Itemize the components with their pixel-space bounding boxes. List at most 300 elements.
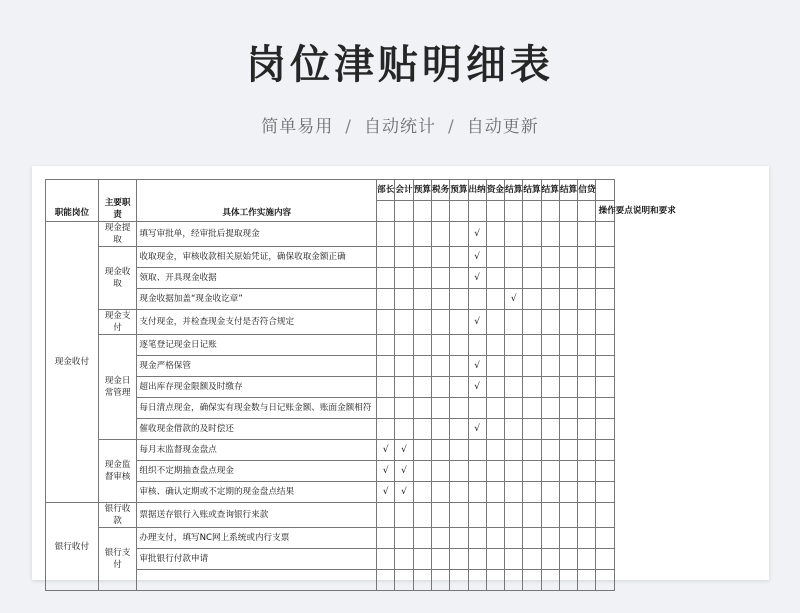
role-cell: [559, 528, 577, 549]
check-mark: √: [468, 356, 486, 377]
role-cell: [431, 356, 449, 377]
role-cell: [431, 222, 449, 247]
role-cell: [578, 482, 596, 503]
role-cell: [486, 528, 504, 549]
notes-cell: [596, 268, 614, 289]
header-blank-cell: [468, 201, 486, 222]
role-cell: [431, 419, 449, 440]
notes-cell: [596, 398, 614, 419]
detail-cell: 支付现金，并检查现金支付是否符合规定: [137, 310, 377, 335]
role-cell: [523, 570, 541, 591]
role-cell: [559, 289, 577, 310]
role-cell: [541, 335, 559, 356]
detail-cell: [137, 570, 377, 591]
col-header-role: 会计: [395, 180, 413, 201]
role-cell: [431, 482, 449, 503]
table-row: [46, 268, 756, 289]
col-header-role: 预算: [450, 180, 468, 201]
role-cell: [505, 377, 523, 398]
role-cell: [468, 549, 486, 570]
role-cell: [413, 528, 431, 549]
role-cell: [505, 356, 523, 377]
role-cell: [559, 461, 577, 482]
role-cell: [541, 419, 559, 440]
role-cell: [413, 222, 431, 247]
check-mark: √: [468, 222, 486, 247]
role-cell: [486, 289, 504, 310]
separator: /: [448, 117, 455, 137]
role-cell: [559, 310, 577, 335]
role-cell: [523, 356, 541, 377]
role-cell: [413, 570, 431, 591]
role-cell: [377, 377, 395, 398]
feature-auto-stats: 自动统计: [364, 117, 436, 137]
role-cell: [523, 222, 541, 247]
role-cell: [541, 440, 559, 461]
notes-cell: [596, 549, 614, 570]
role-cell: [395, 549, 413, 570]
header-row: [46, 180, 756, 201]
role-cell: [377, 528, 395, 549]
notes-cell: [596, 289, 614, 310]
role-cell: [377, 570, 395, 591]
detail-cell: 超出库存现金限额及时缴存: [137, 377, 377, 398]
role-cell: [505, 528, 523, 549]
notes-cell: [596, 419, 614, 440]
role-cell: [413, 289, 431, 310]
role-cell: [377, 289, 395, 310]
feature-tagline: [0, 112, 800, 137]
role-cell: [486, 549, 504, 570]
col-header-job: 职能岗位: [46, 180, 99, 222]
check-mark: √: [377, 440, 395, 461]
role-cell: [431, 528, 449, 549]
col-header-duty: 主要职责: [98, 180, 137, 222]
role-cell: [505, 549, 523, 570]
role-cell: [395, 419, 413, 440]
role-cell: [523, 310, 541, 335]
role-cell: [431, 570, 449, 591]
role-cell: [541, 461, 559, 482]
role-cell: [431, 335, 449, 356]
role-cell: [431, 549, 449, 570]
role-cell: [486, 247, 504, 268]
detail-cell: 现金收据加盖“现金收讫章”: [137, 289, 377, 310]
role-cell: [523, 377, 541, 398]
role-cell: [559, 419, 577, 440]
role-cell: [486, 398, 504, 419]
role-cell: [413, 310, 431, 335]
col-header-role: 部长: [377, 180, 395, 201]
role-cell: [523, 482, 541, 503]
role-cell: [450, 503, 468, 528]
detail-cell: 催收现金借款的及时偿还: [137, 419, 377, 440]
role-cell: [450, 335, 468, 356]
role-cell: [541, 528, 559, 549]
role-cell: [541, 289, 559, 310]
table-row: [46, 503, 756, 528]
role-cell: [578, 222, 596, 247]
col-header-detail: 具体工作实施内容: [137, 180, 377, 222]
role-cell: [431, 461, 449, 482]
notes-cell: [596, 356, 614, 377]
role-cell: [377, 222, 395, 247]
header-blank-cell: [541, 201, 559, 222]
role-cell: [468, 398, 486, 419]
col-header-notes: 操作要点说明和要求: [596, 201, 614, 222]
role-cell: [541, 310, 559, 335]
notes-cell: [596, 570, 614, 591]
role-cell: [377, 335, 395, 356]
role-cell: [559, 570, 577, 591]
role-cell: [395, 528, 413, 549]
role-cell: [523, 503, 541, 528]
role-cell: [486, 356, 504, 377]
col-header-role: 结算: [523, 180, 541, 201]
job-cell: 现金收付: [46, 222, 99, 503]
role-cell: [431, 268, 449, 289]
table-row: [46, 461, 756, 482]
role-cell: [450, 419, 468, 440]
role-cell: [377, 549, 395, 570]
role-cell: [450, 398, 468, 419]
duty-cell: 银行收款: [98, 503, 137, 528]
role-cell: [578, 398, 596, 419]
role-cell: [578, 503, 596, 528]
role-cell: [395, 503, 413, 528]
notes-cell: [596, 461, 614, 482]
role-cell: [541, 247, 559, 268]
duty-cell: 现金支付: [98, 310, 137, 335]
role-cell: [559, 222, 577, 247]
role-cell: [395, 335, 413, 356]
table-row: [46, 528, 756, 549]
col-header-role: 结算: [505, 180, 523, 201]
role-cell: [578, 377, 596, 398]
role-cell: [413, 503, 431, 528]
role-cell: [395, 289, 413, 310]
table-row: [46, 377, 756, 398]
role-cell: [505, 440, 523, 461]
duty-cell: 现金监督审核: [98, 440, 137, 503]
role-cell: [468, 528, 486, 549]
role-cell: [486, 570, 504, 591]
table-row: [46, 247, 756, 268]
table-row: [46, 335, 756, 356]
role-cell: [468, 570, 486, 591]
role-cell: [505, 268, 523, 289]
role-cell: [450, 440, 468, 461]
check-mark: √: [377, 461, 395, 482]
role-cell: [541, 549, 559, 570]
role-cell: [377, 268, 395, 289]
job-cell: 银行收付: [46, 503, 99, 591]
role-cell: [413, 398, 431, 419]
table-row: [46, 570, 756, 591]
role-cell: [377, 398, 395, 419]
role-cell: [505, 570, 523, 591]
role-cell: [523, 461, 541, 482]
header-blank-cell: [596, 180, 614, 201]
role-cell: [486, 503, 504, 528]
detail-cell: 每日清点现金，确保实有现金数与日记账金额、账面金额相符: [137, 398, 377, 419]
role-cell: [468, 335, 486, 356]
role-cell: [523, 247, 541, 268]
page-title: 岗位津贴明细表: [246, 42, 554, 88]
table-row: [46, 398, 756, 419]
role-cell: [486, 310, 504, 335]
role-cell: [450, 289, 468, 310]
role-cell: [486, 440, 504, 461]
role-cell: [541, 377, 559, 398]
role-cell: [395, 398, 413, 419]
role-cell: [431, 310, 449, 335]
header-blank-cell: [505, 201, 523, 222]
check-mark: √: [468, 377, 486, 398]
col-header-role: 预算: [413, 180, 431, 201]
role-cell: [431, 247, 449, 268]
check-mark: √: [505, 289, 523, 310]
role-cell: [541, 482, 559, 503]
role-cell: [559, 356, 577, 377]
table-row: [46, 289, 756, 310]
detail-cell: 领取、开具现金收据: [137, 268, 377, 289]
role-cell: [377, 247, 395, 268]
role-cell: [559, 247, 577, 268]
detail-cell: 组织不定期抽查盘点现金: [137, 461, 377, 482]
duty-cell: 现金日常管理: [98, 335, 137, 440]
header-blank-cell: [431, 201, 449, 222]
role-cell: [395, 310, 413, 335]
role-cell: [578, 570, 596, 591]
col-header-role: 信贷: [578, 180, 596, 201]
spreadsheet-preview: [32, 166, 769, 580]
role-cell: [413, 247, 431, 268]
role-cell: [541, 503, 559, 528]
role-cell: [450, 310, 468, 335]
role-cell: [559, 268, 577, 289]
col-header-role: 结算: [541, 180, 559, 201]
role-cell: [450, 482, 468, 503]
check-mark: √: [395, 482, 413, 503]
role-cell: [450, 247, 468, 268]
role-cell: [523, 440, 541, 461]
role-cell: [395, 268, 413, 289]
table-row: [46, 419, 756, 440]
header-blank-cell: [486, 201, 504, 222]
role-cell: [431, 289, 449, 310]
role-cell: [486, 419, 504, 440]
role-cell: [578, 461, 596, 482]
duty-cell: 银行支付: [98, 528, 137, 591]
role-cell: [468, 482, 486, 503]
role-cell: [395, 377, 413, 398]
role-cell: [377, 503, 395, 528]
role-cell: [395, 570, 413, 591]
role-cell: [505, 482, 523, 503]
separator: /: [345, 117, 352, 137]
notes-cell: [596, 503, 614, 528]
role-cell: [578, 289, 596, 310]
role-cell: [450, 268, 468, 289]
role-cell: [468, 503, 486, 528]
role-cell: [559, 377, 577, 398]
role-cell: [523, 268, 541, 289]
role-cell: [578, 440, 596, 461]
role-cell: [395, 222, 413, 247]
role-cell: [523, 549, 541, 570]
col-header-role: 税务: [431, 180, 449, 201]
role-cell: [377, 356, 395, 377]
role-cell: [486, 335, 504, 356]
role-cell: [413, 419, 431, 440]
role-cell: [578, 268, 596, 289]
check-mark: √: [468, 419, 486, 440]
role-cell: [578, 310, 596, 335]
role-cell: [486, 268, 504, 289]
role-cell: [541, 356, 559, 377]
role-cell: [505, 398, 523, 419]
table-row: [46, 222, 756, 247]
duty-cell: 现金提取: [98, 222, 137, 247]
role-cell: [505, 335, 523, 356]
notes-cell: [596, 222, 614, 247]
role-cell: [541, 222, 559, 247]
role-cell: [578, 528, 596, 549]
role-cell: [559, 549, 577, 570]
role-cell: [413, 356, 431, 377]
table-row: [46, 356, 756, 377]
role-cell: [505, 419, 523, 440]
role-cell: [486, 377, 504, 398]
detail-cell: 票据送存银行入账或查询银行来款: [137, 503, 377, 528]
role-cell: [468, 461, 486, 482]
role-cell: [486, 482, 504, 503]
role-cell: [541, 398, 559, 419]
notes-cell: [596, 528, 614, 549]
role-cell: [450, 570, 468, 591]
role-cell: [413, 461, 431, 482]
role-cell: [450, 356, 468, 377]
detail-cell: 收取现金，审核收款相关原始凭证，确保收取金额正确: [137, 247, 377, 268]
table-row: [46, 482, 756, 503]
role-cell: [523, 289, 541, 310]
check-mark: √: [395, 461, 413, 482]
role-cell: [559, 398, 577, 419]
role-cell: [505, 222, 523, 247]
header-blank-cell: [559, 201, 577, 222]
table-row: [46, 440, 756, 461]
role-cell: [450, 549, 468, 570]
role-cell: [523, 528, 541, 549]
role-cell: [450, 528, 468, 549]
role-cell: [431, 398, 449, 419]
notes-cell: [596, 482, 614, 503]
col-header-role: 出纳: [468, 180, 486, 201]
feature-auto-update: 自动更新: [466, 117, 539, 137]
role-cell: [559, 335, 577, 356]
role-cell: [431, 377, 449, 398]
role-cell: [450, 461, 468, 482]
role-cell: [541, 268, 559, 289]
detail-cell: 每月末监督现金盘点: [137, 440, 377, 461]
role-cell: [505, 247, 523, 268]
check-mark: √: [468, 310, 486, 335]
detail-cell: 审批银行付款申请: [137, 549, 377, 570]
role-cell: [431, 503, 449, 528]
role-cell: [559, 440, 577, 461]
role-cell: [578, 335, 596, 356]
role-cell: [523, 335, 541, 356]
duty-cell: 现金收取: [98, 247, 137, 310]
role-cell: [377, 419, 395, 440]
feature-easy: 简单易用: [261, 117, 334, 137]
role-cell: [578, 419, 596, 440]
role-cell: [413, 268, 431, 289]
notes-cell: [596, 247, 614, 268]
role-cell: [559, 482, 577, 503]
role-cell: [413, 440, 431, 461]
allowance-table: [45, 179, 756, 591]
role-cell: [523, 398, 541, 419]
role-cell: [468, 440, 486, 461]
role-cell: [541, 570, 559, 591]
table-row: [46, 549, 756, 570]
role-cell: [486, 222, 504, 247]
check-mark: √: [377, 482, 395, 503]
role-cell: [395, 247, 413, 268]
notes-cell: [596, 377, 614, 398]
role-cell: [377, 310, 395, 335]
detail-cell: 办理支付，填写NC网上系统或内行支票: [137, 528, 377, 549]
role-cell: [486, 461, 504, 482]
role-cell: [413, 335, 431, 356]
role-cell: [505, 310, 523, 335]
role-cell: [413, 482, 431, 503]
header-blank-cell: [395, 201, 413, 222]
role-cell: [523, 419, 541, 440]
role-cell: [578, 356, 596, 377]
check-mark: √: [468, 268, 486, 289]
header-blank-cell: [377, 201, 395, 222]
role-cell: [559, 503, 577, 528]
role-cell: [450, 377, 468, 398]
role-cell: [468, 289, 486, 310]
notes-cell: [596, 335, 614, 356]
notes-cell: [596, 310, 614, 335]
header-blank-cell: [578, 201, 596, 222]
role-cell: [505, 461, 523, 482]
role-cell: [505, 503, 523, 528]
col-header-role: 结算: [559, 180, 577, 201]
role-cell: [431, 440, 449, 461]
role-cell: [578, 247, 596, 268]
detail-cell: 填写审批单，经审批后提取现金: [137, 222, 377, 247]
header-blank-cell: [413, 201, 431, 222]
notes-cell: [596, 440, 614, 461]
detail-cell: 现金严格保管: [137, 356, 377, 377]
role-cell: [578, 549, 596, 570]
check-mark: √: [395, 440, 413, 461]
detail-cell: 逐笔登记现金日记账: [137, 335, 377, 356]
role-cell: [395, 356, 413, 377]
header-blank-cell: [523, 201, 541, 222]
role-cell: [413, 549, 431, 570]
detail-cell: 审核、确认定期或不定期的现金盘点结果: [137, 482, 377, 503]
check-mark: √: [468, 247, 486, 268]
table-row: [46, 310, 756, 335]
role-cell: [450, 222, 468, 247]
